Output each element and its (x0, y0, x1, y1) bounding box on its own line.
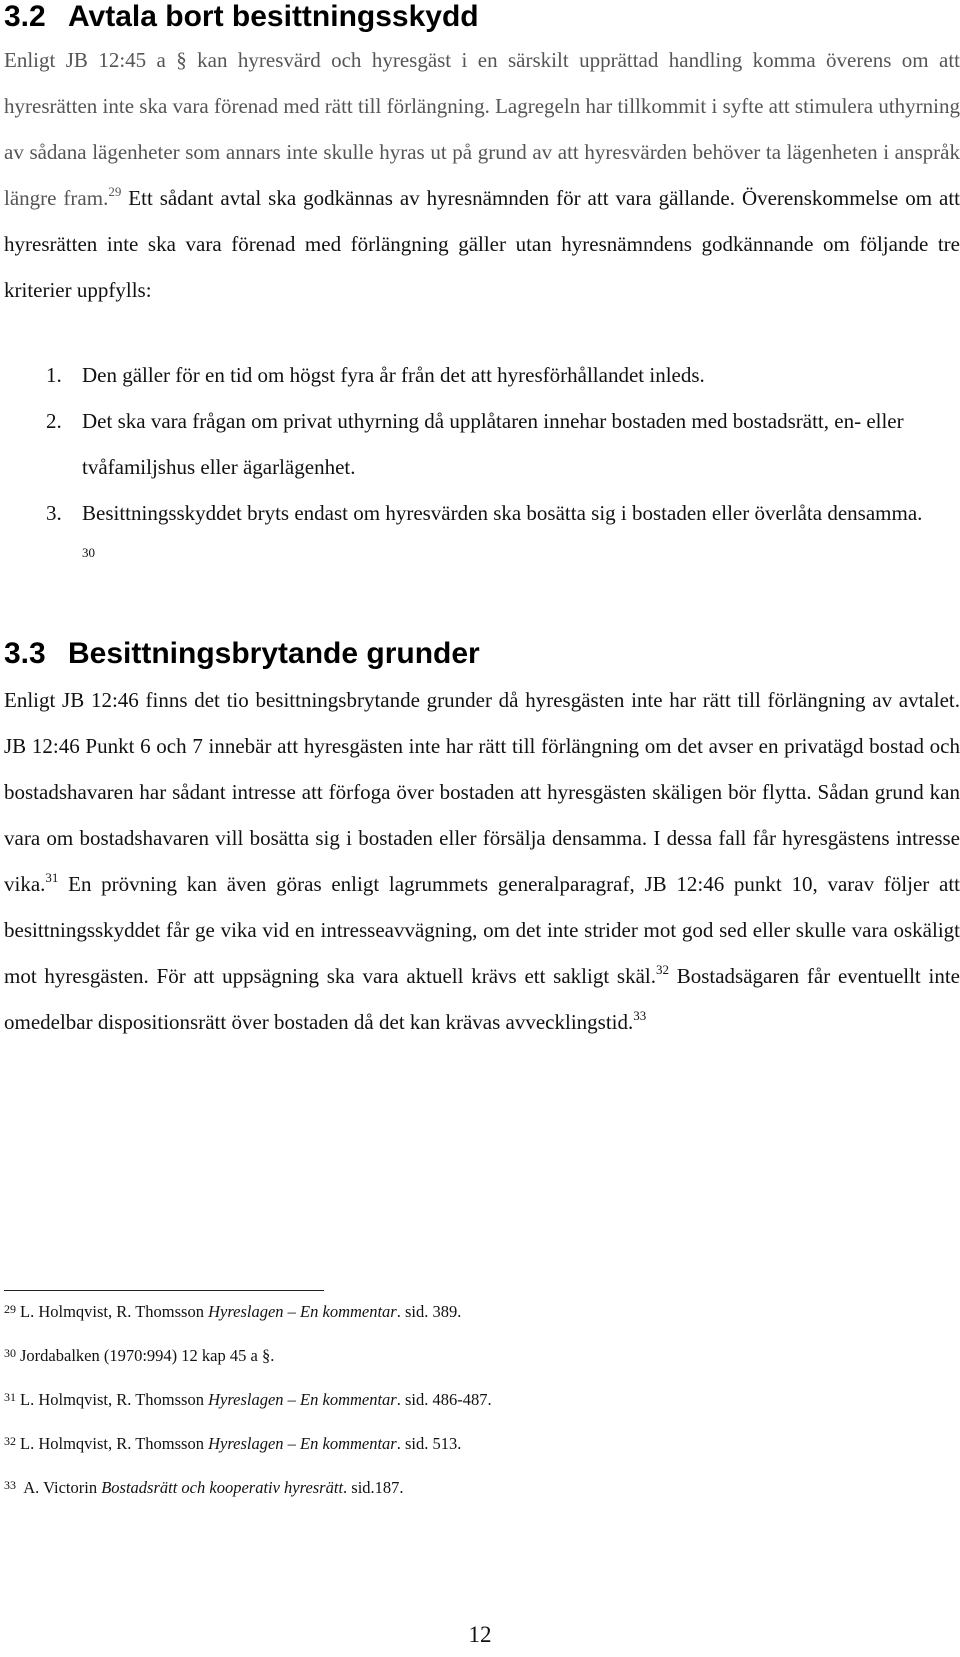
footnote-title: Bostadsrätt och kooperativ hyresrätt (101, 1478, 344, 1497)
footnote-mark: 29 (4, 1302, 16, 1316)
footnote (4, 1346, 274, 1366)
footnote-title: Hyreslagen – En kommentar (208, 1302, 397, 1321)
list-number: 2. (46, 409, 62, 433)
list-item (0, 398, 930, 490)
footnote-title: Hyreslagen – En kommentar (208, 1434, 397, 1453)
body-paragraph (4, 677, 960, 1045)
section-heading (4, 637, 480, 671)
footnote-ref[interactable]: 31 (45, 870, 59, 885)
footnote-divider (4, 1290, 324, 1291)
footnote-text: L. Holmqvist, R. Thomsson (20, 1390, 209, 1409)
section-heading (4, 0, 479, 34)
section-number: 3.3 (4, 637, 46, 670)
footnote-text: A. Victorin (20, 1478, 102, 1497)
body-paragraph (4, 37, 960, 313)
footnote (4, 1302, 461, 1322)
footnote (4, 1434, 461, 1454)
list-text: Besittningsskyddet bryts endast om hyresvärden ska bosätta sig i bostaden eller överlåta densamma. (82, 501, 923, 525)
footnote-title: Hyreslagen – En kommentar (208, 1390, 397, 1409)
footnote-mark: 33 (4, 1478, 16, 1492)
footnote-mark: 32 (4, 1434, 16, 1448)
paragraph-text: Ett sådant avtal ska godkännas av hyresnämnden för att vara gällande. Överenskommelse om att hyresrätten inte ska vara förenad med förlängning gäller utan hyresnämndens godkännande om följande tre kriterier uppfylls: (4, 186, 960, 302)
footnote-text: L. Holmqvist, R. Thomsson (20, 1302, 209, 1321)
footnote-mark: 31 (4, 1390, 16, 1404)
paragraph-text: Enligt JB 12:45 a § kan hyresvärd och hyresgäst i en särskilt upprättad handling komma överens om att hyresrätten inte ska vara förenad med rätt till förlängning. Lagregeln har tillkommit i syfte att stimulera uthyrning av sådana lägenheter som annars inte skulle hyras ut på grund av att hyresvärden behöver ta lägenheten i anspråk längre fram. (4, 48, 960, 210)
section-number: 3.2 (4, 0, 46, 33)
list-text: Det ska vara frågan om privat uthyrning då upplåtaren innehar bostaden med bostadsrätt, en- eller tvåfamiljshus eller ägarlägenhet. (82, 409, 904, 479)
footnote-text: . sid. 513. (396, 1434, 462, 1453)
list-item (0, 490, 930, 582)
footnote-ref[interactable]: 32 (655, 962, 669, 977)
list-number: 3. (46, 501, 62, 525)
section-title: Besittningsbrytande grunder (68, 637, 480, 670)
footnote (4, 1390, 492, 1410)
paragraph-text: Enligt JB 12:46 finns det tio besittningsbrytande grunder då hyresgästen inte har rätt till förlängning av avtalet. JB 12:46 Punkt 6 och 7 innebär att hyresgästen inte har rätt till förlängning om det avser en privatägd bostad och bostadshavaren har sådant intresse att förfoga över bostaden att hyresgästen skäligen bör flytta. Sådan grund kan vara om bostadshavaren vill bosätta sig i bostaden eller försälja densamma. I dessa fall får hyresgästens intresse vika. (4, 688, 960, 896)
footnote-text: . sid. 486-487. (396, 1390, 492, 1409)
page-number: 12 (468, 1622, 492, 1647)
footnote-mark: 30 (4, 1346, 16, 1360)
list-text: Den gäller för en tid om högst fyra år från det att hyresförhållandet inleds. (82, 363, 705, 387)
footnote-ref[interactable]: 29 (108, 184, 122, 199)
footnote-text: . sid.187. (343, 1478, 404, 1497)
criteria-list (0, 352, 930, 582)
footnote-text: L. Holmqvist, R. Thomsson (20, 1434, 209, 1453)
section-title: Avtala bort besittningsskydd (68, 0, 479, 33)
list-item (0, 352, 930, 398)
paragraph-text: Bostadsägaren får eventuellt inte omedelbar dispositionsrätt över bostaden då det kan krävas avvecklingstid. (4, 964, 960, 1034)
paragraph-text: En prövning kan även göras enligt lagrummets generalparagraf, JB 12:46 punkt 10, varav följer att besittningsskyddet får ge vika vid en intresseavvägning, om det inte strider mot god sed eller skulle vara oskäligt mot hyresgästen. För att uppsägning ska vara aktuell krävs ett sakligt skäl. (4, 872, 960, 988)
list-number: 1. (46, 363, 62, 387)
footnote-text: Jordabalken (1970:994) 12 kap 45 a §. (20, 1346, 275, 1365)
footnote-ref[interactable]: 33 (633, 1008, 647, 1023)
footnote-ref[interactable]: 30 (82, 545, 95, 560)
footnote-text: . sid. 389. (396, 1302, 462, 1321)
footnote (4, 1478, 404, 1498)
